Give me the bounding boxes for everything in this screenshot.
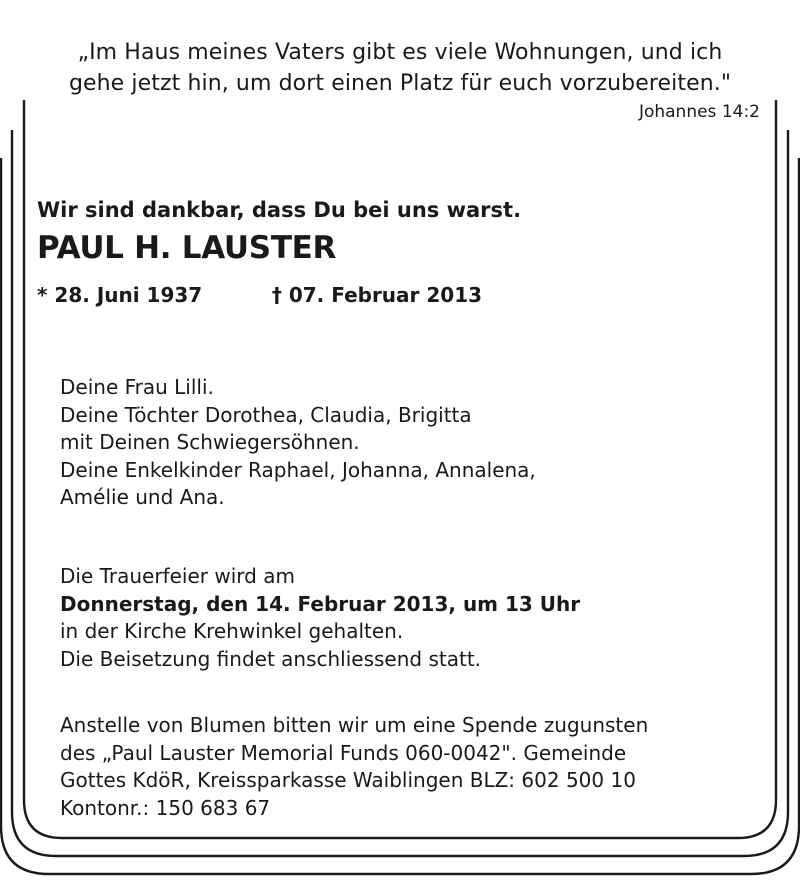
life-dates [37,281,482,309]
family-line: Deine Töchter Dorothea, Claudia, Brigitta [60,402,472,427]
intro-text: Wir sind dankbar, dass Du bei uns warst. [37,198,522,222]
funeral-date: Donnerstag, den 14. Februar 2013, um 13 Uhr [60,591,581,616]
funeral-info [60,563,580,673]
bible-quote-line-2: gehe jetzt hin, um dort einen Platz für euch vorzubereiten." [68,71,732,96]
funeral-location: in der Kirche Krehwinkel gehalten. [60,619,404,643]
donation-line: Anstelle von Blumen bitten wir um eine Spende zugunsten [60,713,649,737]
deceased-name: PAUL H. LAUSTER [37,230,337,266]
family-line: mit Deinen Schwiegersöhnen. [60,430,360,454]
family-line: Deine Enkelkinder Raphael, Johanna, Annalena, [60,457,536,482]
burial-info: Die Beisetzung findet anschliessend statt. [60,646,482,671]
family-line: Deine Frau Lilli. [60,375,214,399]
family-line: Amélie und Ana. [60,485,225,509]
bible-quote-line-1: „Im Haus meines Vaters gibt es viele Wohnungen, und ich [77,40,723,65]
donation-line: Gottes KdöR, Kreissparkasse Waiblingen BLZ: 602 500 10 [60,768,636,792]
donation-line: des „Paul Lauster Memorial Funds 060-0042". Gemeinde [60,740,627,765]
birth-date: * 28. Juni 1937 [37,283,203,307]
funeral-intro: Die Trauerfeier wird am [60,564,295,588]
donation-line: Kontonr.: 150 683 67 [60,795,271,820]
death-date: † 07. Februar 2013 [271,283,483,307]
bible-quote-reference: Johannes 14:2 [638,102,760,122]
donation-info [60,712,760,822]
family-mourners [60,374,536,512]
